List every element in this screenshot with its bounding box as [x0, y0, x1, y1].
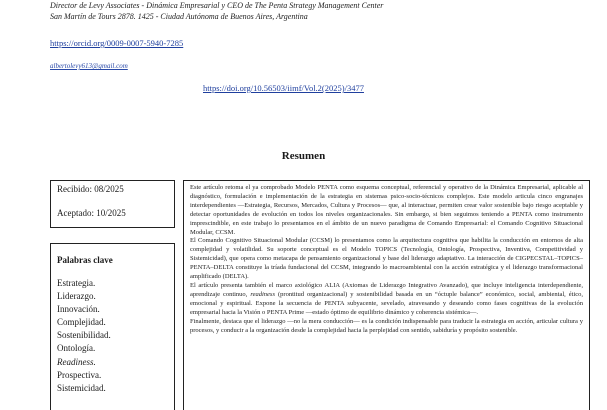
orcid-link[interactable]: https://orcid.org/0009-0007-5940-7285	[50, 38, 184, 48]
abstract-paragraph-3	[190, 282, 583, 318]
abstract-text	[190, 184, 583, 335]
abstract-p3-emphasis: readiness	[250, 290, 275, 298]
keyword-item: Complejidad.	[57, 317, 106, 328]
section-title: Resumen	[281, 150, 326, 162]
keywords-list	[57, 277, 111, 395]
dates-box	[50, 180, 175, 228]
keyword-item: Liderazgo.	[57, 291, 96, 302]
abstract-p3-start: El artículo presenta también el marco axiológico ALIA (Axiomas de Liderazgo Integrativo Avanzado), que incluye inteligencia interdependiente, aprendizaje continuo,	[190, 281, 583, 298]
keyword-item: Prospectiva.	[57, 369, 102, 380]
keywords-box	[50, 243, 175, 410]
abstract-paragraph-1: Este artículo retoma el ya comprobado Modelo PENTA como esquema conceptual, referencial y operativo de la Dinámica Empresarial, aplicable al diagnóstico, formulación e implementación de la estrategia en sistemas psico-socio-técnicos complejos. Este modelo articula cinco engranajes interdependientes —Estrategia, Recursos, Mercados, Cultura y Procesos— que, al interactuar, permiten crear valor sostenible bajo riesgo aceptable y detectar oportunidades de evolución en todos los niveles organizacionales. Sin embargo, si bien seguimos teniendo a PENTA como instrumento imprescindible, en este trabajo lo presentamos en el ámbito de un nuevo paradigma de Comando Empresarial: el Comando Cognitivo Situacional Modular, CCSM.	[190, 184, 583, 236]
affiliation-line-2: San Martín de Tours 2878. 1425 - Ciudad Autónoma de Buenos Aires, Argentina	[50, 12, 308, 21]
doi-link[interactable]: https://doi.org/10.56503/iimf/Vol.2(2025)/3477	[203, 83, 364, 93]
abstract-paragraph-2: El Comando Cognitivo Situacional Modular (CCSM) lo presentamos como la arquitectura cognitiva que habilita la conducción en entornos de alta complejidad y volatilidad. Su soporte conceptual es el Modelo TOPICS (Tecnología, Ontología, Prospectiva, Inventiva, Competitividad y Sistemicidad), que opera como metacapa de pensamiento organizacional y base del liderazgo adaptativo. La interacción de CIGPECSTAL–TOPICS–PENTA–DELTA constituye la tríada fundacional del CCSM, integrando lo macroambiental con la acción estratégica y el liderazgo transformacional amplificado (DELTA).	[190, 237, 583, 281]
keyword-item: Sostenibilidad.	[57, 330, 111, 341]
received-date: Recibido: 08/2025	[57, 184, 124, 194]
keyword-item: Estrategia.	[57, 278, 96, 288]
accepted-date: Aceptado: 10/2025	[57, 208, 126, 218]
abstract-paragraph-4: Finalmente, destaca que el liderazgo —no la mera conducción— es la condición indispensable para traducir la estrategia en acción, articular cultura y procesos, y conducir a la organización desde la complejidad hacia la perplejidad con sentido, sabiduría y propósito sostenible.	[190, 317, 583, 334]
abstract-box	[183, 180, 590, 410]
affiliation-line-1: Director de Levy Associates - Dinámica Empresarial y CEO de The Penta Strategy Management Center	[50, 1, 384, 10]
keyword-item: Ontología.	[57, 343, 96, 354]
keyword-item: Innovación.	[57, 304, 100, 315]
abstract-p3-end: (prontitud organizacional) y sostenibilidad basada en un “óctuple balance” económico, social, ambiental, ético, emocional y espiritual. Expone la secuencia de PENTA subyacente, sevelado, atravesando y deseando como fases cognitivas de la evolución empresarial hacia la Visión o PENTA Prime —estado óptimo de equilibrio dinámico y coherencia sistémica—.	[190, 290, 584, 316]
keyword-item: Readiness.	[57, 356, 96, 367]
keyword-item: Sistemicidad.	[57, 382, 106, 393]
email-link[interactable]: albertolevy613@gmail.com	[50, 62, 128, 70]
keywords-title: Palabras clave	[57, 255, 113, 265]
author-affiliation	[50, 0, 383, 22]
